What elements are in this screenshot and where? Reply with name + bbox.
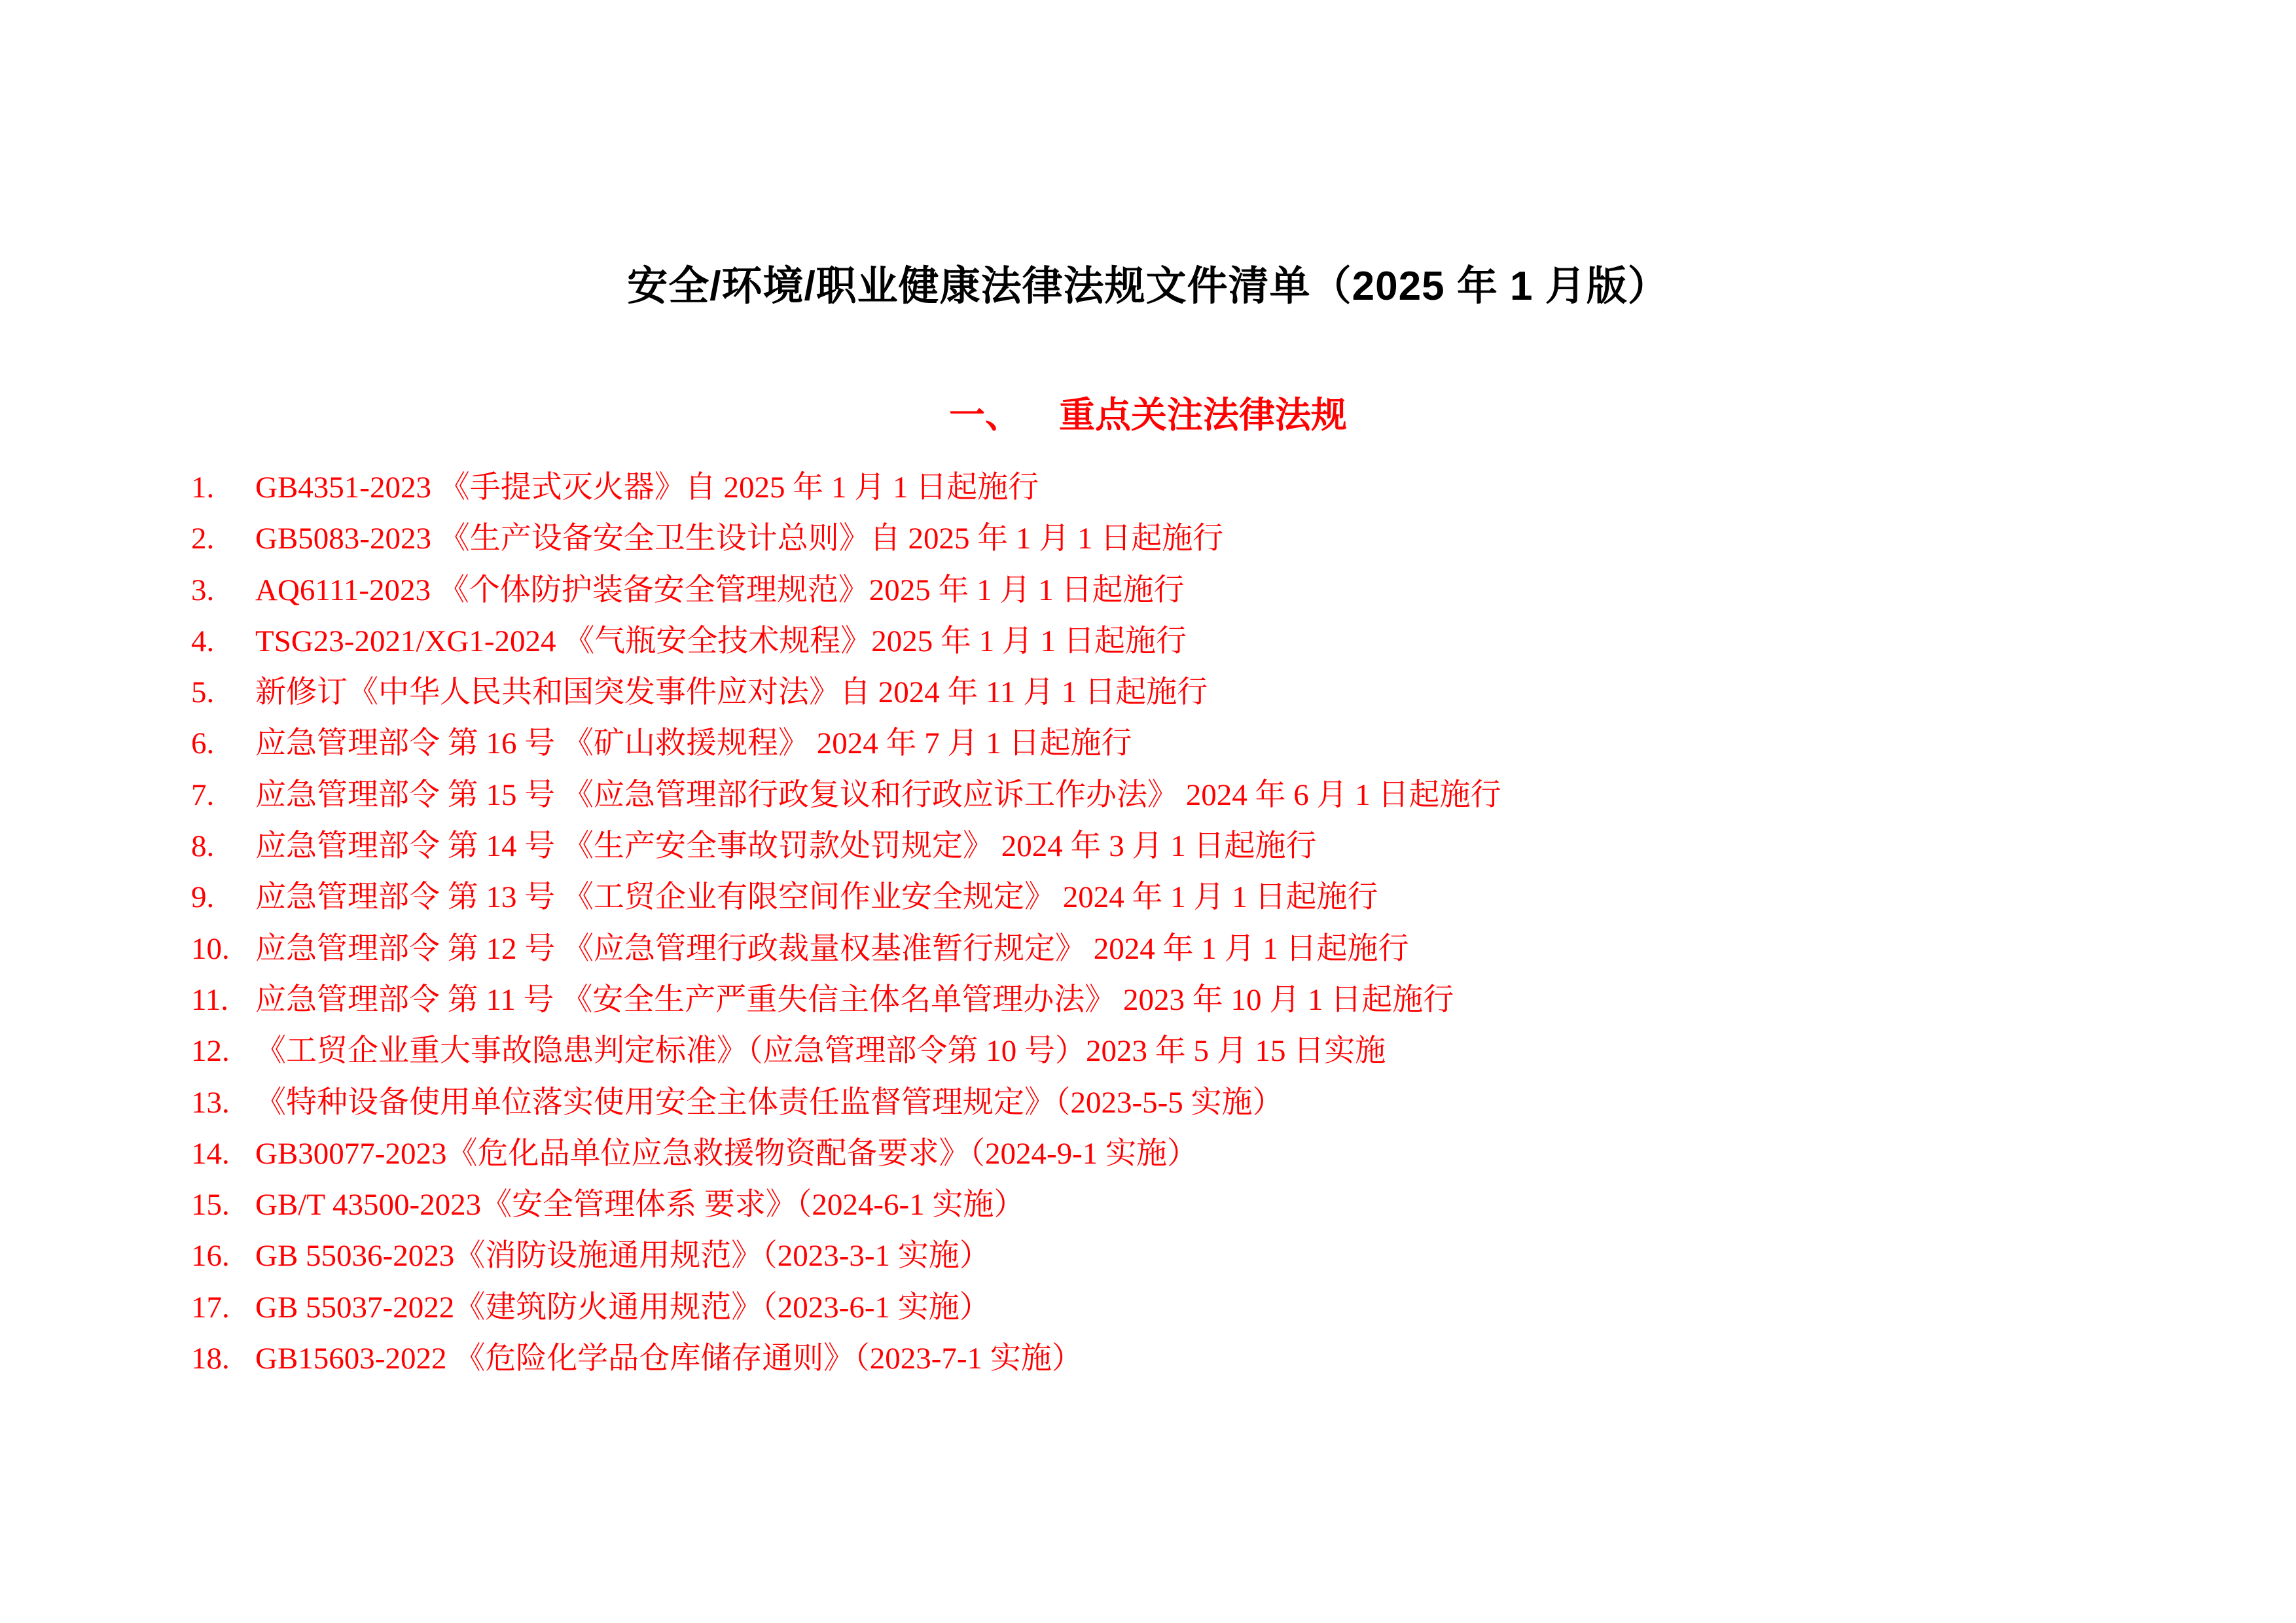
list-item xyxy=(191,923,2217,974)
list-item-number: 3. xyxy=(191,573,215,607)
list-item-number: 18. xyxy=(191,1342,230,1376)
list-item-text: GB5083-2023 《生产设备安全卫生设计总则》自 2025 年 1 月 1 日起施行 xyxy=(255,522,1224,556)
list-item-text: 应急管理部令 第 12 号 《应急管理行政裁量权基准暂行规定》 2024 年 1 月 1 日起施行 xyxy=(255,931,1409,966)
list-item-number: 7. xyxy=(191,777,215,812)
list-item-text: AQ6111-2023 《个体防护装备安全管理规范》2025 年 1 月 1 日起施行 xyxy=(255,573,1185,607)
list-item xyxy=(191,1179,2217,1230)
list-item-text: GB 55037-2022《建筑防火通用规范》（2023-6-1 实施） xyxy=(255,1290,990,1325)
list-item xyxy=(191,770,2217,821)
list-item-number: 9. xyxy=(191,880,215,915)
section-heading-label: 重点关注法律法规 xyxy=(1059,395,1348,435)
list-item-text: GB15603-2022 《危险化学品仓库储存通则》（2023-7-1 实施） xyxy=(255,1342,1083,1376)
list-item-number: 6. xyxy=(191,726,215,761)
section-number: 一、 xyxy=(948,395,1021,435)
list-item xyxy=(191,718,2217,769)
list-item xyxy=(191,1230,2217,1281)
list-item xyxy=(191,1282,2217,1333)
list-item-text: 《工贸企业重大事故隐患判定标准》（应急管理部令第 10 号）2023 年 5 月 15 日实施 xyxy=(255,1034,1386,1069)
list-item-number: 16. xyxy=(191,1239,230,1274)
list-item-text: GB4351-2023 《手提式灭火器》自 2025 年 1 月 1 日起施行 xyxy=(255,471,1039,505)
law-list xyxy=(191,462,2217,1384)
list-item-number: 15. xyxy=(191,1188,230,1222)
list-item-number: 11. xyxy=(191,982,229,1017)
list-item xyxy=(191,1128,2217,1179)
page-title: 安全/环境/职业健康法律法规文件清单（2025 年 1 月版） xyxy=(627,264,1669,309)
list-item-number: 13. xyxy=(191,1085,230,1120)
list-item xyxy=(191,462,2217,513)
list-item-number: 5. xyxy=(191,675,215,710)
list-item-text: GB30077-2023《危化品单位应急救援物资配备要求》（2024-9-1 实施） xyxy=(255,1136,1198,1171)
list-item-text: GB 55036-2023《消防设施通用规范》（2023-3-1 实施） xyxy=(255,1239,990,1274)
list-item xyxy=(191,821,2217,872)
list-item xyxy=(191,565,2217,616)
list-item-number: 14. xyxy=(191,1136,230,1171)
list-item-text: 《特种设备使用单位落实使用安全主体责任监督管理规定》（2023-5-5 实施） xyxy=(255,1085,1283,1120)
list-item-text: 应急管理部令 第 13 号 《工贸企业有限空间作业安全规定》 2024 年 1 月 1 日起施行 xyxy=(255,880,1378,915)
list-item-number: 10. xyxy=(191,931,230,966)
list-item xyxy=(191,1077,2217,1128)
list-item xyxy=(191,1026,2217,1077)
list-item-text: 应急管理部令 第 15 号 《应急管理部行政复议和行政应诉工作办法》 2024 年 6 月 1 日起施行 xyxy=(255,777,1501,812)
list-item-text: TSG23-2021/XG1-2024 《气瓶安全技术规程》2025 年 1 月 1 日起施行 xyxy=(255,624,1187,658)
list-item-number: 2. xyxy=(191,522,215,556)
list-item-number: 4. xyxy=(191,624,215,658)
list-item xyxy=(191,667,2217,718)
list-item-text: 应急管理部令 第 11 号 《安全生产严重失信主体名单管理办法》 2023 年 10 月 1 日起施行 xyxy=(255,982,1454,1017)
section-heading xyxy=(0,391,2296,438)
list-item-text: 新修订《中华人民共和国突发事件应对法》自 2024 年 11 月 1 日起施行 xyxy=(255,675,1208,710)
list-item-text: 应急管理部令 第 14 号 《生产安全事故罚款处罚规定》 2024 年 3 月 1 日起施行 xyxy=(255,829,1317,864)
list-item xyxy=(191,974,2217,1026)
list-item-number: 1. xyxy=(191,471,215,505)
list-item-text: 应急管理部令 第 16 号 《矿山救援规程》 2024 年 7 月 1 日起施行 xyxy=(255,726,1132,761)
list-item-number: 17. xyxy=(191,1290,230,1325)
list-item-number: 8. xyxy=(191,829,215,864)
list-item xyxy=(191,872,2217,923)
list-item xyxy=(191,616,2217,667)
list-item xyxy=(191,1333,2217,1384)
list-item-text: GB/T 43500-2023《安全管理体系 要求》（2024-6-1 实施） xyxy=(255,1188,1025,1222)
list-item xyxy=(191,513,2217,564)
list-item-number: 12. xyxy=(191,1034,230,1069)
